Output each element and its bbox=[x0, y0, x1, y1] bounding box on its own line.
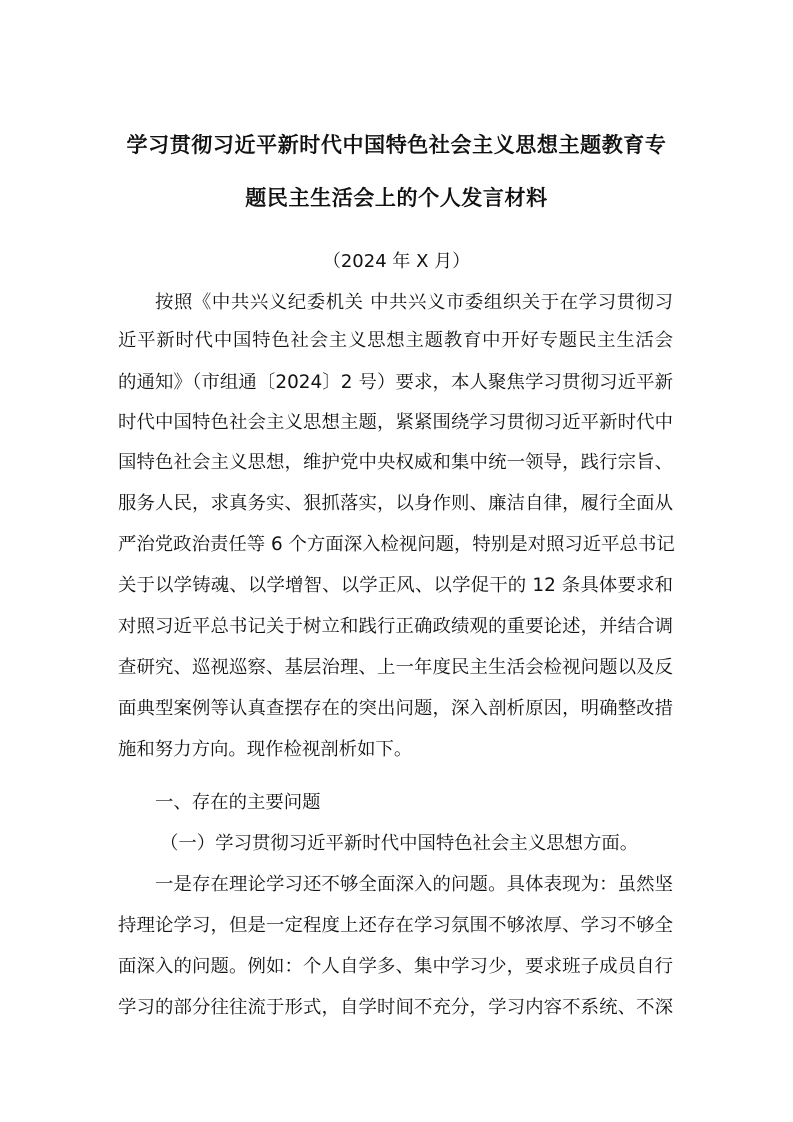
document-title-line-1: 学习贯彻习近平新时代中国特色社会主义思想主题教育专 bbox=[126, 132, 667, 157]
paragraph-2-line-4: 学习的部分往往流于形式，自学时间不充分，学习内容不系统、不深 bbox=[118, 997, 673, 1018]
paragraph-2-line-2: 持理论学习，但是一定程度上还存在学习氛围不够浓厚、学习不够全 bbox=[118, 915, 673, 936]
section-1-heading: 一、存在的主要问题 bbox=[155, 792, 321, 813]
paragraph-1-line-5: 国特色社会主义思想，维护党中央权威和集中统一领导，践行宗旨、 bbox=[118, 452, 673, 473]
paragraph-1-line-8: 关于以学铸魂、以学增智、以学正风、以学促干的 12 条具体要求和 bbox=[118, 575, 673, 596]
document-date: （2024 年 X 月） bbox=[322, 251, 471, 272]
paragraph-1-line-6: 服务人民，求真务实、狠抓落实，以身作则、廉洁自律，履行全面从 bbox=[118, 493, 673, 514]
document-title-line-2: 题民主生活会上的个人发言材料 bbox=[245, 185, 548, 210]
paragraph-1-line-9: 对照习近平总书记关于树立和践行正确政绩观的重要论述，并结合调 bbox=[118, 616, 673, 637]
paragraph-1-line-4: 时代中国特色社会主义思想主题，紧紧围绕学习贯彻习近平新时代中 bbox=[118, 412, 673, 433]
paragraph-2-line-3: 面深入的问题。例如：个人自学多、集中学习少，要求班子成员自行 bbox=[118, 956, 673, 977]
paragraph-1-line-12: 施和努力方向。现作检视剖析如下。 bbox=[118, 739, 413, 760]
paragraph-1-line-10: 查研究、巡视巡察、基层治理、上一年度民主生活会检视问题以及反 bbox=[118, 657, 673, 678]
paragraph-1-line-7: 严治党政治责任等 6 个方面深入检视问题，特别是对照习近平总书记 bbox=[118, 534, 675, 555]
paragraph-1-line-1: 按照《中共兴义纪委机关 中共兴义市委组织关于在学习贯彻习 bbox=[155, 292, 673, 313]
paragraph-1-line-2: 近平新时代中国特色社会主义思想主题教育中开好专题民主生活会 bbox=[118, 330, 673, 351]
paragraph-2-line-1: 一是存在理论学习还不够全面深入的问题。具体表现为：虽然坚 bbox=[155, 874, 673, 895]
paragraph-1-line-11: 面典型案例等认真查摆存在的突出问题，深入剖析原因，明确整改措 bbox=[118, 698, 673, 719]
subsection-1-heading: （一）学习贯彻习近平新时代中国特色社会主义思想方面。 bbox=[160, 833, 639, 854]
paragraph-1-line-3: 的通知》（市组通〔2024〕2 号）要求，本人聚焦学习贯彻习近平新 bbox=[118, 372, 673, 393]
